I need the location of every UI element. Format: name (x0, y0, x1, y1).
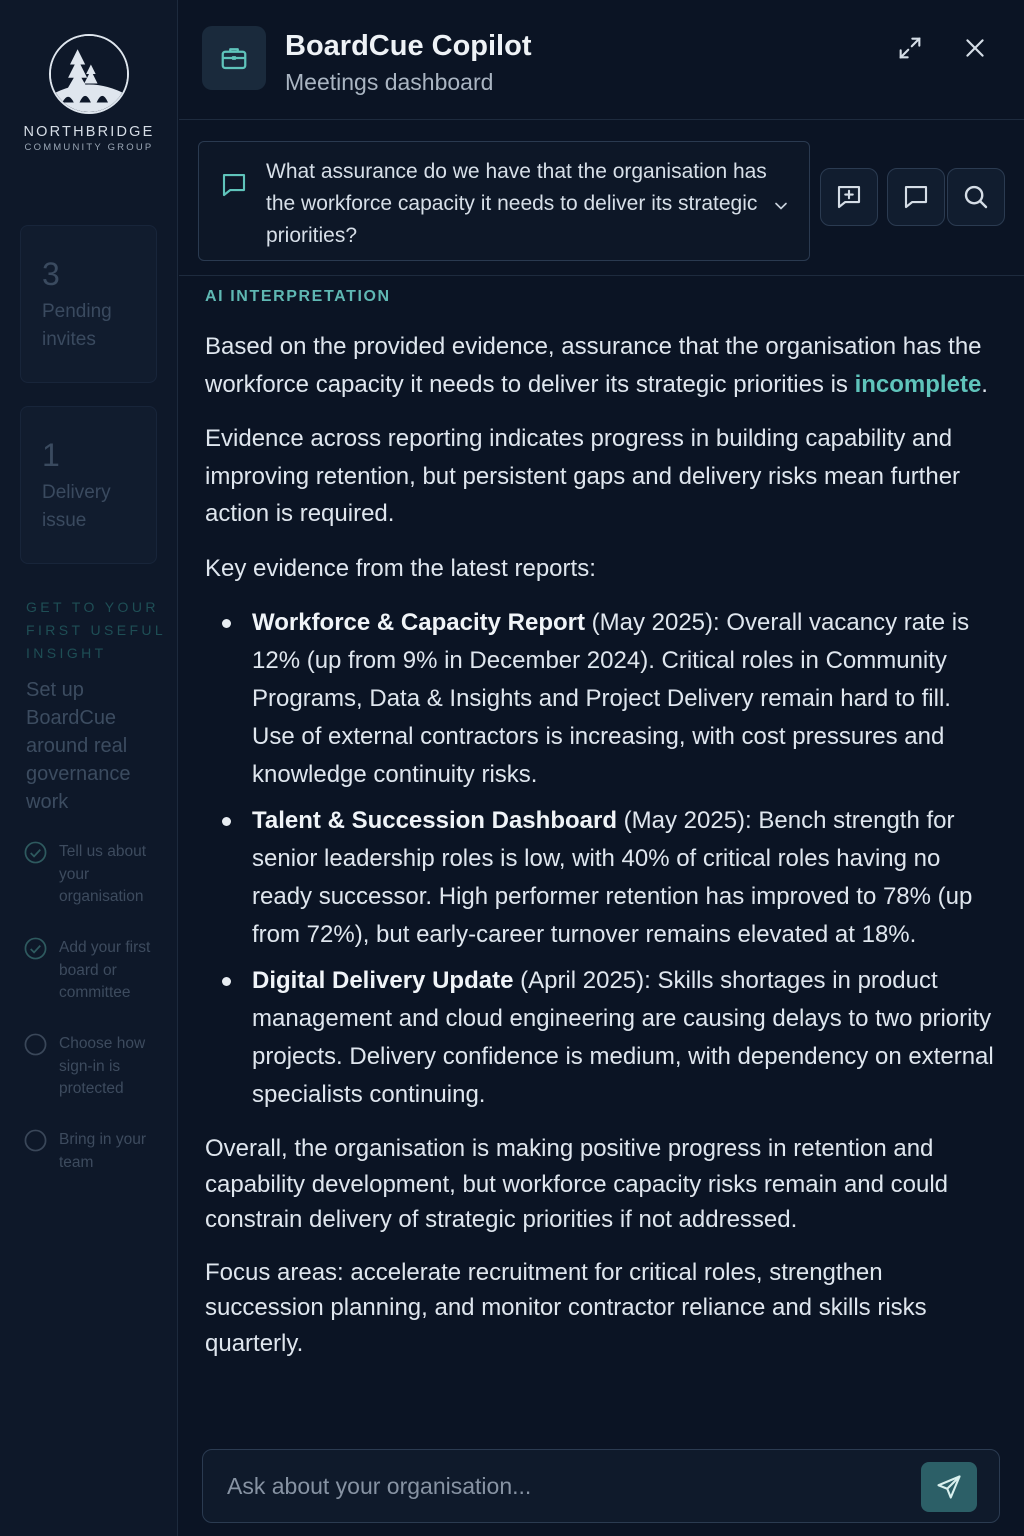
evidence-item (205, 802, 995, 954)
setup-step-team[interactable] (24, 1129, 169, 1209)
assurance-status: incomplete (854, 370, 982, 398)
question-selector[interactable] (198, 141, 810, 261)
conversations-button[interactable] (887, 168, 945, 226)
app-title: BoardCue Copilot (285, 30, 532, 62)
evidence-item (205, 604, 995, 794)
ai-answer (205, 288, 995, 1361)
intro-end: . (981, 370, 988, 398)
stat-card-pending-invites[interactable] (20, 225, 157, 383)
evidence-detail: (April 2025): Skills shortages in product management and cloud engineering are causing delays to two priority projects. Delivery confidence is medium, with dependency on external specialists continuing. (252, 967, 994, 1108)
step-label: Add your first board or committee (59, 939, 151, 1001)
search-button[interactable] (947, 168, 1005, 226)
stat-value: 3 (42, 256, 60, 292)
search-icon (961, 182, 991, 212)
expand-button[interactable] (892, 30, 928, 66)
northbridge-logo-icon (49, 34, 129, 114)
chat-input-bar (202, 1449, 1000, 1523)
empty-circle-icon (24, 1129, 47, 1152)
close-button[interactable] (957, 30, 993, 66)
ai-interpretation-label: AI INTERPRETATION (205, 288, 391, 305)
intro-text: Based on the provided evidence, assurance that the organisation has the workforce capacity it needs to deliver its strategic priorities is (205, 333, 982, 398)
insight-kicker: GET TO YOUR FIRST USEFUL INSIGHT (26, 599, 166, 661)
evidence-source: Talent & Succession Dashboard (252, 807, 617, 834)
evidence-detail: (May 2025): Overall vacancy rate is 12% (up from 9% in December 2024). Critical roles in Community Programs, Data & Insights and Project Delivery remain hard to fill. Use of external contractors is increasing, with cost pressures and knowledge continuity risks. (252, 609, 970, 788)
answer-conclusion: Overall, the organisation is making positive progress in retention and capability development, but workforce capacity risks remain and could constrain delivery of strategic priorities if not addressed. (205, 1135, 949, 1233)
stat-card-delivery-issue[interactable] (20, 406, 157, 564)
app-subtitle: Meetings dashboard (285, 69, 494, 95)
brand-subtitle: COMMUNITY GROUP (24, 142, 154, 153)
ask-input[interactable] (227, 1466, 907, 1506)
setup-step-sign-in[interactable] (24, 1033, 169, 1113)
setup-step-organisation[interactable] (24, 841, 169, 921)
briefcase-icon (202, 26, 266, 90)
step-label: Tell us about your organisation (59, 843, 147, 905)
check-circle-icon (24, 937, 47, 960)
evidence-heading: Key evidence from the latest reports: (205, 554, 596, 582)
answer-summary: Evidence across reporting indicates progress in building capability and improving retention, but persistent gaps and delivery risks mean further action is required. (205, 425, 961, 527)
message-icon (901, 182, 931, 212)
stat-value: 1 (42, 437, 60, 473)
focus-areas: Focus areas: accelerate recruitment for critical roles, strengthen succession planning, and monitor contractor reliance and skills risks quarterly. (205, 1258, 927, 1357)
question-row (179, 120, 1024, 276)
brand (0, 34, 178, 153)
step-label: Bring in your team (59, 1131, 147, 1171)
evidence-detail: (May 2025): Bench strength for senior leadership roles is low, with 40% of critical roles having no ready successor. High performer retention has improved to 78% (up from 72%), but early-career turnover remains elevated at 18%. (252, 807, 973, 948)
brand-name: NORTHBRIDGE (23, 124, 155, 140)
evidence-source: Workforce & Capacity Report (252, 609, 585, 636)
check-circle-icon (24, 841, 47, 864)
question-text: What assurance do we have that the organisation has the workforce capacity it needs to deliver its strategic priorities? (266, 160, 767, 247)
send-button[interactable] (921, 1462, 977, 1512)
step-label: Choose how sign-in is protected (59, 1035, 146, 1097)
insight-title: Set up BoardCue around real governance work (26, 679, 131, 813)
setup-step-board[interactable] (24, 937, 169, 1017)
chevron-down-icon (771, 196, 791, 216)
close-icon (962, 35, 988, 61)
empty-circle-icon (24, 1033, 47, 1056)
send-icon (935, 1473, 963, 1501)
evidence-list (205, 604, 995, 1114)
new-question-button[interactable] (820, 168, 878, 226)
chat-bubble-icon (219, 170, 249, 200)
evidence-source: Digital Delivery Update (252, 967, 514, 994)
expand-icon (896, 34, 924, 62)
answer-intro (205, 328, 995, 403)
add-message-icon (834, 182, 864, 212)
sidebar (0, 0, 178, 1536)
copilot-header (179, 0, 1024, 120)
evidence-item (205, 962, 995, 1114)
stat-label: Delivery issue (42, 482, 111, 531)
stat-label: Pending invites (42, 301, 112, 350)
